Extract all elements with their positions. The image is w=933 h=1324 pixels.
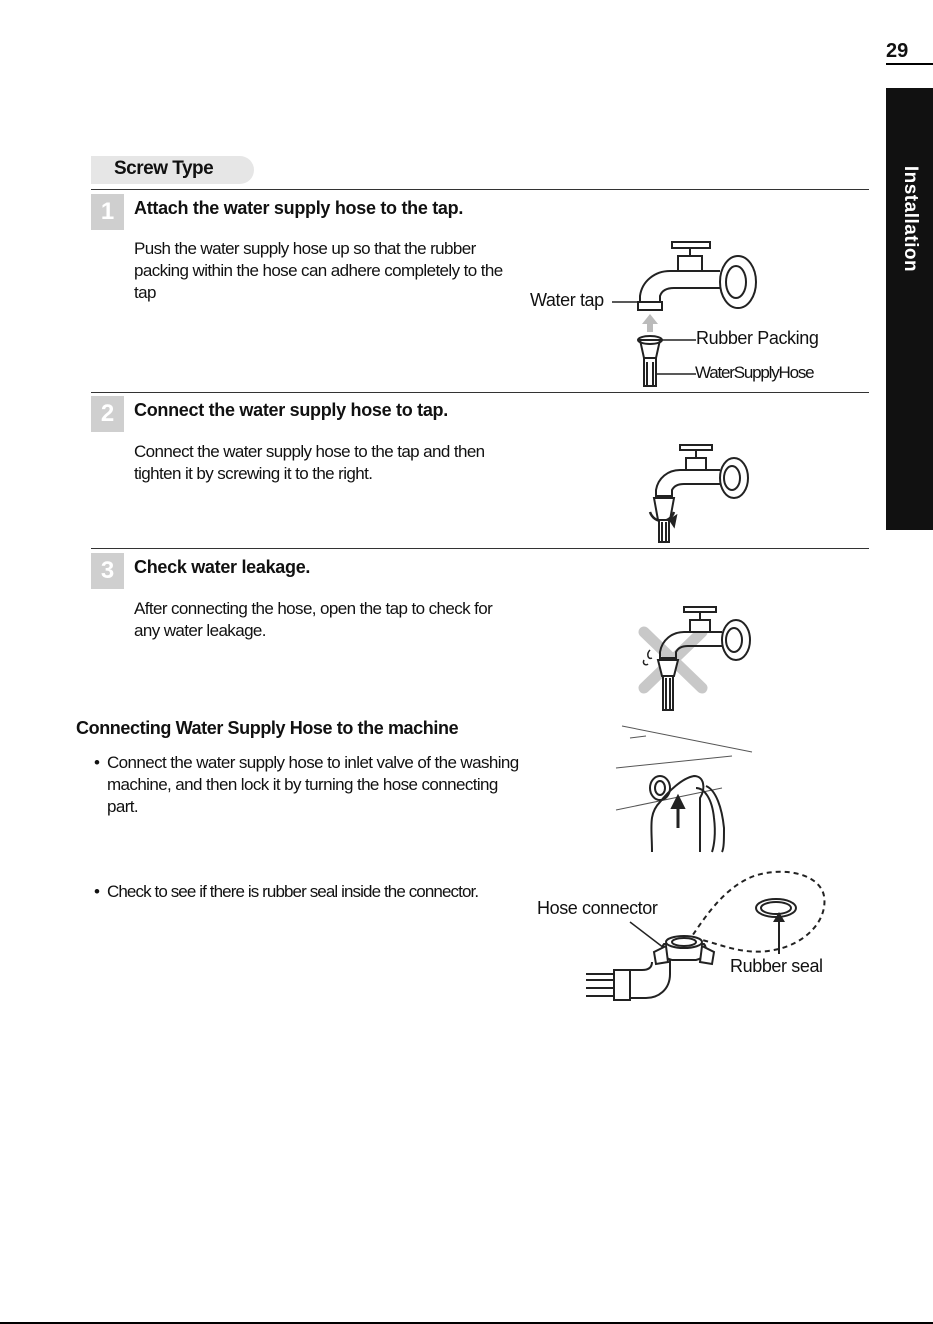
step-3-body: After connecting the hose, open the tap to check for any water leakage.	[134, 599, 493, 640]
rubber-packing-label: Rubber Packing	[696, 328, 819, 348]
divider	[91, 392, 869, 393]
side-tab	[886, 88, 933, 530]
water-tap-leader	[612, 300, 642, 304]
step-1-title: Attach the water supply hose to the tap.	[134, 198, 464, 218]
section-title: Screw Type	[114, 158, 214, 179]
bullet-text: Check to see if there is rubber seal inside the connector.	[107, 882, 479, 901]
step-number-3: 3	[91, 553, 124, 589]
water-tap-label: Water tap	[530, 290, 604, 310]
bullet-dot: •	[94, 753, 100, 772]
step-3-title: Check water leakage.	[134, 557, 311, 577]
rubber-packing-leader	[660, 338, 700, 342]
water-supply-hose-leader	[656, 372, 698, 376]
rubber-seal-label: Rubber seal	[730, 956, 823, 976]
divider	[91, 548, 869, 549]
step-1-body: Push the water supply hose up so that the rubber packing within the hose can adhere completely to the tap	[134, 239, 503, 302]
step-number-1: 1	[91, 194, 124, 230]
inlet-valve-illustration	[612, 718, 762, 858]
divider	[91, 189, 869, 190]
machine-section-title: Connecting Water Supply Hose to the machine	[76, 718, 459, 738]
water-supply-hose-label: WaterSupplyHose	[695, 363, 814, 382]
side-tab-label: Installation	[899, 165, 921, 273]
bullet-dot: •	[94, 882, 100, 901]
bullet-item	[94, 752, 519, 818]
step-number-2: 2	[91, 396, 124, 432]
step-2-body: Connect the water supply hose to the tap and then tighten it by screwing it to the right.	[134, 442, 485, 483]
page-number-underline	[886, 63, 933, 65]
bullet-item	[94, 881, 519, 903]
page-number: 29	[886, 40, 909, 62]
hose-connector-label: Hose connector	[537, 898, 658, 918]
tap-screw-illustration	[630, 440, 760, 542]
water-leak-check-illustration	[628, 604, 758, 710]
bullet-text: Connect the water supply hose to inlet valve of the washing machine, and then lock it by turning the hose connecting part.	[107, 753, 519, 816]
hose-connector-illustration	[584, 866, 829, 1006]
step-2-title: Connect the water supply hose to tap.	[134, 400, 448, 420]
section-title-pill	[91, 156, 254, 184]
